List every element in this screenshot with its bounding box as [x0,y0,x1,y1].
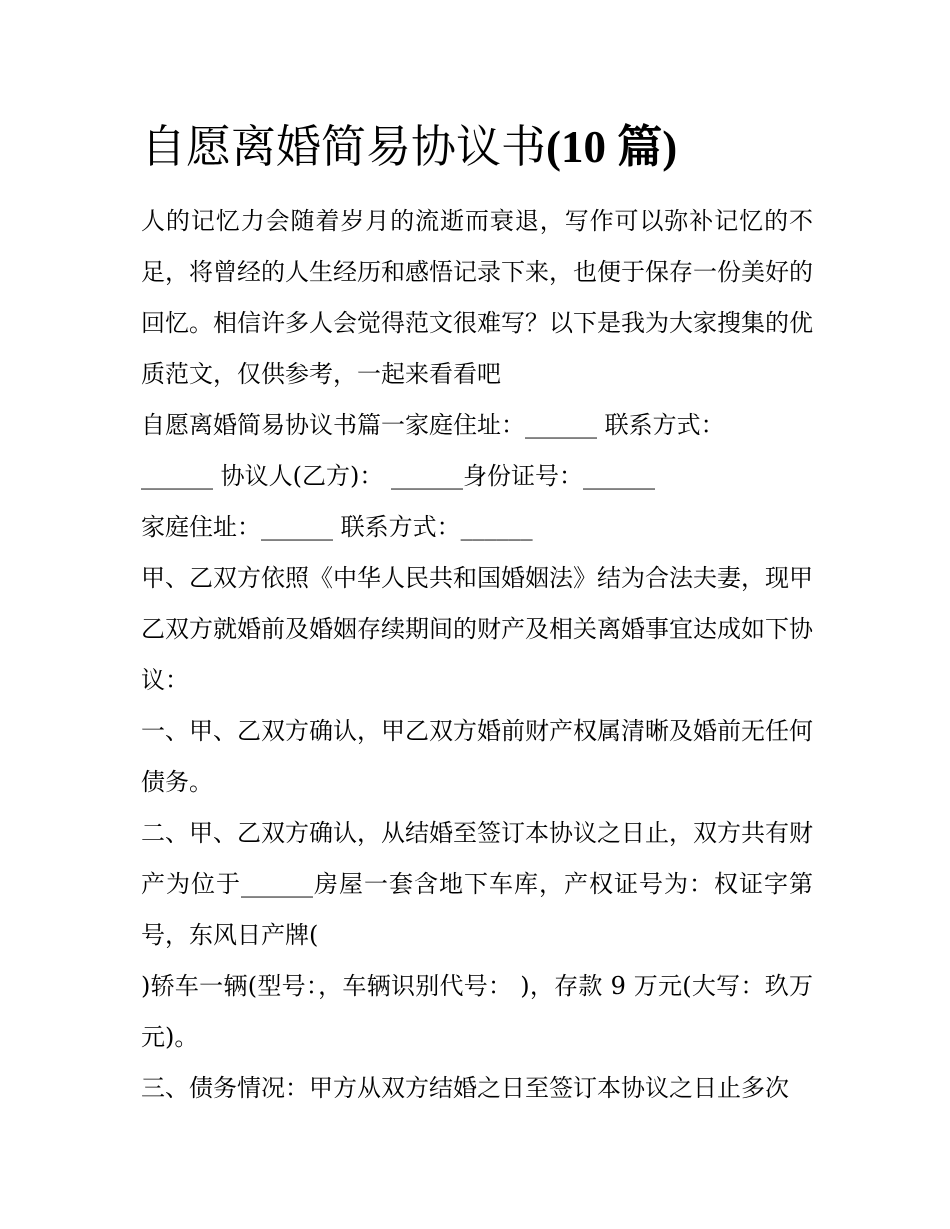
party-info-line: ______ 协议人(乙方)： ______身份证号：______ [141,462,655,490]
clause-three: 三、债务情况：甲方从双方结婚之日至签订本协议之日止多次 [141,1074,789,1102]
document-body [141,112,813,1114]
party-info-line: 家庭住址：______ 联系方式：______ [141,513,533,541]
document-title [141,112,813,182]
clause-two-continued: )轿车一辆(型号：，车辆识别代号： )，存款 9 万元(大写：玖万元)。 [141,972,813,1051]
party-info-line: 自愿离婚简易协议书篇一家庭住址：______ 联系方式： [141,411,725,439]
agreement-preamble: 甲、乙双方依照《中华人民共和国婚姻法》结为合法夫妻，现甲乙双方就婚前及婚姻存续期间的财产及相关离婚事宜达成如下协议： [141,564,813,694]
intro-paragraph: 人的记忆力会随着岁月的流逝而衰退，写作可以弥补记忆的不足，将曾经的人生经历和感悟记录下来，也便于保存一份美好的回忆。相信许多人会觉得范文很难写？以下是我为大家搜集的优质范文，仅供参考，一起来看看吧 [141,207,813,388]
title-text: 自愿离婚简易协议书 [141,120,547,173]
clause-one: 一、甲、乙双方确认，甲乙双方婚前财产权属清晰及婚前无任何债务。 [141,717,813,796]
clause-two: 二、甲、乙双方确认，从结婚至签订本协议之日止，双方共有财产为位于______房屋一套含地下车库，产权证号为：权证字第号，东风日产牌( [141,819,813,949]
title-count: (10 篇) [546,122,678,172]
